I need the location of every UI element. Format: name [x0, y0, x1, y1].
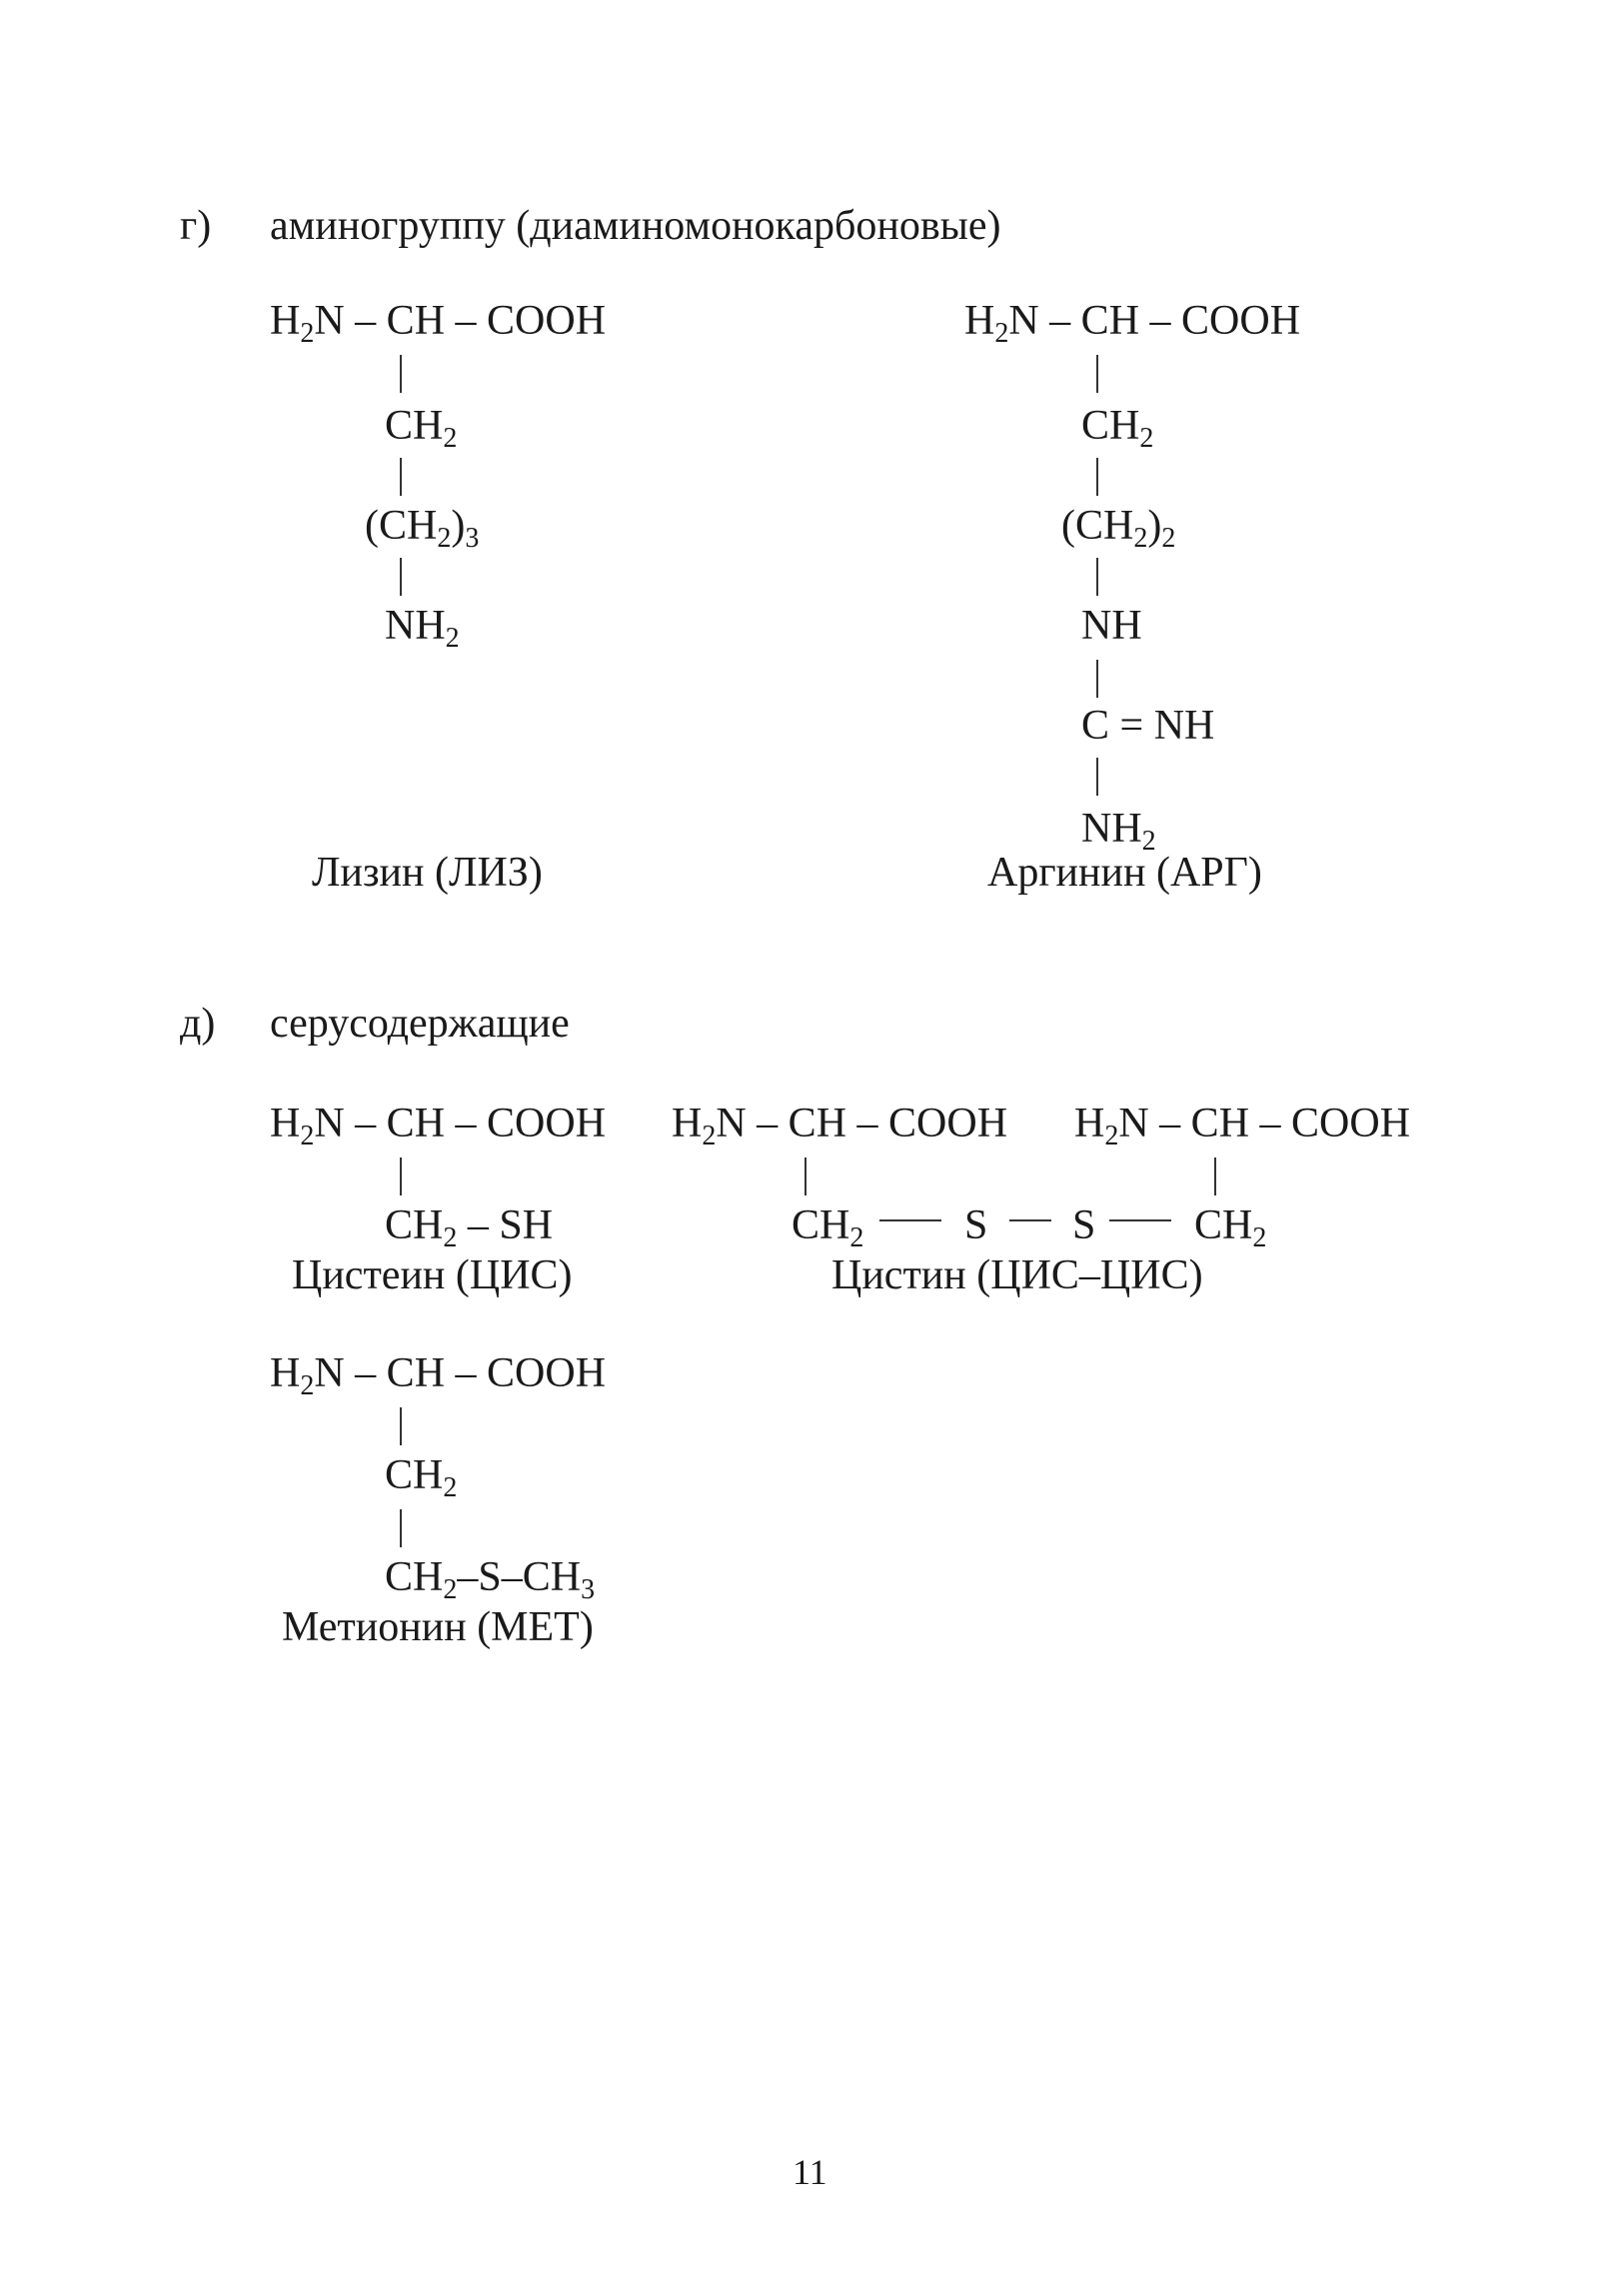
lysine-name: Лизин (ЛИЗ): [312, 850, 543, 896]
cystine-s1: S: [964, 1202, 988, 1248]
lysine-nh2: $NH_2$: [385, 603, 460, 654]
arginine-name: Аргинин (АРГ): [987, 850, 1262, 896]
cystine-bond-s-s: [1009, 1219, 1051, 1221]
methionine-ch2-s-ch3: $CH_2-S-CH_3$: [385, 1554, 596, 1605]
cystine-s2: S: [1072, 1202, 1096, 1248]
arginine-ch2: $CH_2$: [1081, 403, 1154, 454]
arginine-nh: NH: [1081, 603, 1142, 649]
methionine-bond-2: [400, 1509, 402, 1547]
cysteine-bond-1: [400, 1157, 402, 1195]
cystine-left-backbone: $H_2N$ – CH – COOH: [672, 1101, 1008, 1151]
cysteine-ch2-sh: $CH_2$ – SH: [385, 1202, 554, 1253]
cystine-right-backbone: $H_2N$ – CH – COOH: [1074, 1101, 1411, 1151]
methionine-ch2: $CH_2$: [385, 1452, 458, 1503]
cystine-left-ch2: $CH_2$: [792, 1202, 864, 1253]
cystine-right-ch2: $CH_2$: [1194, 1202, 1267, 1253]
cystine-name: Цистин (ЦИС–ЦИС): [831, 1252, 1203, 1298]
arginine-nh2: $NH_2$: [1081, 806, 1156, 857]
section-g-title: аминогруппу (диаминомонокарбоновые): [270, 203, 1001, 249]
methionine-backbone: $H_2N$ – CH – COOH: [270, 1350, 607, 1401]
methionine-name: Метионин (МЕТ): [282, 1604, 594, 1650]
arginine-bond-2: [1096, 458, 1098, 496]
lysine-bond-1: [400, 355, 402, 393]
cystine-bond-s-ch2: [1109, 1219, 1171, 1221]
arginine-c-nh: C = NH: [1081, 703, 1215, 749]
arginine-bond-3: [1096, 558, 1098, 596]
lysine-ch2: $CH_2$: [385, 403, 458, 454]
arginine-bond-4: [1096, 660, 1098, 698]
cystine-bond-ch2-s: [879, 1219, 941, 1221]
lysine-bond-2: [400, 458, 402, 496]
lysine-backbone: $H_2N$ – CH – COOH: [270, 298, 607, 349]
section-g-marker: г): [180, 203, 212, 249]
lysine-ch2-3: $(CH_2)_3$: [365, 503, 480, 554]
lysine-bond-3: [400, 558, 402, 596]
section-d-title: серусодержащие: [270, 1001, 570, 1047]
page-number: 11: [793, 2152, 827, 2192]
cysteine-name: Цистеин (ЦИС): [292, 1252, 573, 1298]
arginine-backbone: $H_2N$ – CH – COOH: [964, 298, 1301, 349]
cysteine-backbone: $H_2N$ – CH – COOH: [270, 1101, 607, 1151]
methionine-bond-1: [400, 1407, 402, 1445]
cystine-bond-left: [805, 1157, 807, 1195]
arginine-bond-1: [1096, 355, 1098, 393]
arginine-ch2-2: $(CH_2)_2$: [1061, 503, 1176, 554]
section-d-marker: д): [180, 1001, 216, 1047]
cystine-bond-right: [1214, 1157, 1216, 1195]
arginine-bond-5: [1096, 758, 1098, 796]
